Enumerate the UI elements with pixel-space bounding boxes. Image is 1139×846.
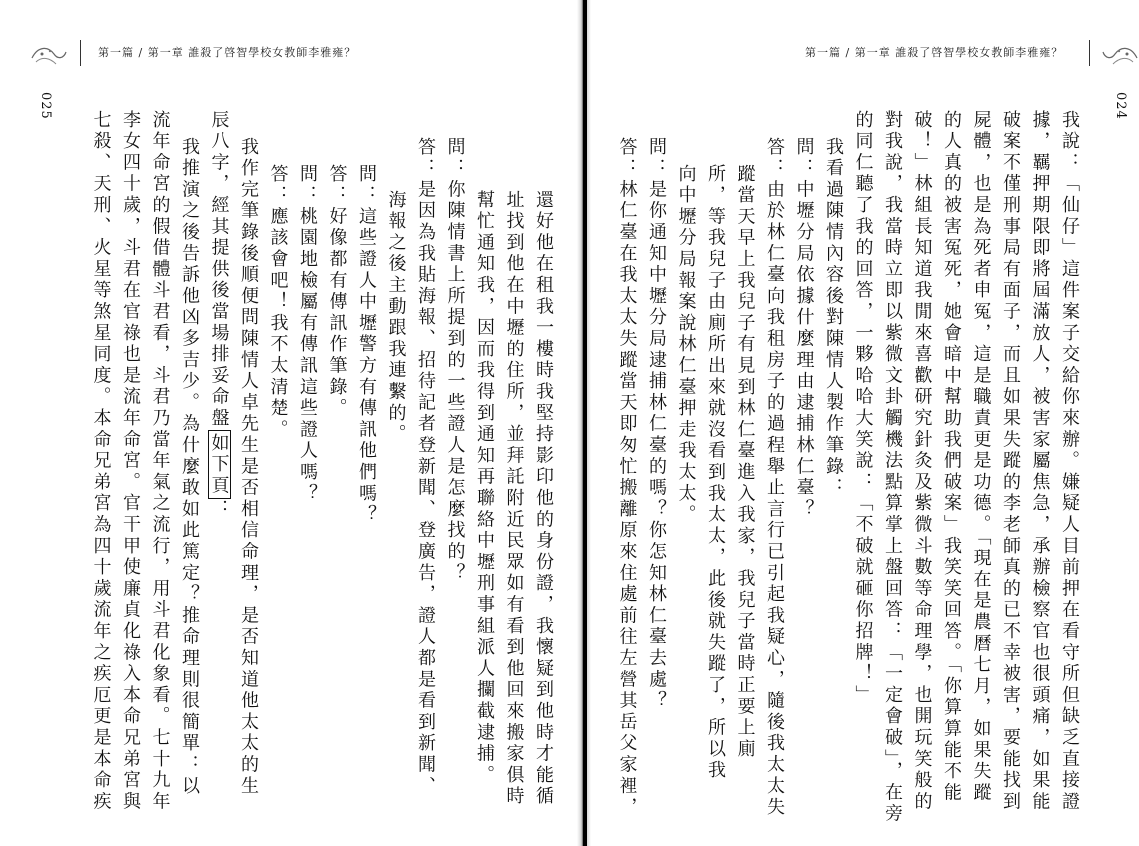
text-line: 的人真的被害冤死，她會暗中幫助我們破案」我笑笑回答。「你算算能不能: [941, 110, 962, 804]
boxed-note: 如下頁: [208, 430, 231, 500]
text-line: 答：好像都有傳訊作筆錄。: [326, 164, 348, 420]
header-divider-left: [80, 40, 81, 66]
text-line: 我看過陳情內容後對陳情人製作筆錄：: [823, 137, 844, 500]
text-line: 我作完筆錄後順便問陳情人卓先生是否相信命理，是否知道他太太的生: [238, 137, 259, 798]
text-line: 破！」林組長知道我閒來喜歡研究針灸及紫微斗數等命理學，也開玩笑般的: [911, 110, 933, 813]
text-line: 問：桃園地檢屬有傳訊這些證人嗎？: [297, 164, 318, 505]
text-line-part: 辰八字，經其提供後當場排妥命盤: [208, 110, 230, 430]
text-line: 還好他在租我一樓時我堅持影印他的身份證，我懷疑到他時才能循: [533, 190, 554, 808]
text-line: 問：是你通知中壢分局逮捕林仁臺的嗎？你怎知林仁臺去處？: [646, 137, 667, 713]
page-number-left: 025: [38, 92, 53, 120]
text-line: 我說：「仙仔」這件案子交給你來辦。嫌疑人目前押在看守所但缺乏直接證: [1059, 110, 1080, 813]
text-line: 答：由於林仁臺向我租房子的過程舉止言行已引起我疑心，隨後我太太失: [764, 137, 785, 819]
running-header-left: 第一篇 / 第一章 誰殺了啓智學校女教師李雅雍？: [98, 46, 357, 59]
text-line: [204, 110, 234, 800]
running-header-right: 第一篇 / 第一章 誰殺了啓智學校女教師李雅雍？: [805, 46, 1064, 59]
text-line: 答：是因為我貼海報、招待記者登新聞、登廣告，證人都是看到新聞、: [415, 137, 436, 798]
boxed-suffix: ：: [208, 499, 230, 521]
right-page-body: [616, 110, 1084, 826]
ornament-icon-right: [1101, 40, 1139, 70]
text-line: 問：你陳情書上所提到的一些證人是怎麼找的？: [444, 137, 466, 585]
text-line: 李女四十歲，斗君在官祿也是流年命宮。官干甲使廉貞化祿入本命兄弟宮與: [120, 110, 141, 813]
header-divider-right: [1089, 40, 1090, 66]
text-line: 的同仁聽了我的回答，一夥哈哈大笑說：「不破就砸你招牌！」: [852, 110, 874, 707]
text-line: 據，羈押期限即將屆滿放人，被害家屬焦急，承辦檢察官也很頭痛，如果能: [1029, 110, 1051, 813]
text-line: 答：林仁臺在我太太失蹤當天即匆忙搬離原來住處前往左營其岳父家裡，: [616, 137, 638, 819]
ornament-icon-left: [28, 40, 68, 70]
left-page-body: [78, 110, 558, 813]
text-line: 海報之後主動跟我連繫的。: [385, 190, 407, 446]
text-line: 蹤當天早上我兒子有見到林仁臺進入我家，我兒子當時正要上廁: [734, 164, 756, 761]
text-line: 流年命宮的假借體斗君看，斗君乃當年氣之流行，用斗君化象看。七十九年: [149, 110, 171, 813]
text-line: 我推演之後告訴他凶多吉少。為什麼敢如此篤定？推命理則很簡單：以: [179, 137, 200, 798]
text-line: 問：這些證人中壢警方有傳訊他們嗎？: [356, 164, 377, 527]
book-spine-shadow: [583, 0, 587, 846]
text-line: 址找到他在中壢的住所，並拜託附近民眾如有看到他回來搬家俱時: [503, 190, 525, 808]
text-line: 破案不僅刑事局有面子，而且如果失蹤的李老師真的已不幸被害，要能找到: [1000, 110, 1021, 813]
text-line: 七殺、天刑、火星等煞星同度。本命兄弟宮為四十歲流年之疾厄更是本命疾: [90, 110, 112, 813]
text-line: 向中壢分局報案說林仁臺押走我太太。: [675, 164, 697, 527]
text-line: 幫忙通知我，因而我得到通知再聯絡中壢刑事組派人攔截逮捕。: [474, 190, 495, 787]
text-line: 所，等我兒子由廁所出來就沒看到我太太，此後就失蹤了，所以我: [705, 164, 726, 782]
page-number-right: 024: [1113, 92, 1128, 120]
text-line: 屍體，也是為死者申冤，這是職責更是功德。「現在是農曆七月，如果失蹤: [970, 110, 992, 804]
text-line: 問：中壢分局依據什麼理由逮捕林仁臺？: [793, 137, 815, 521]
text-line: 答：應該會吧！我不太清楚。: [267, 164, 289, 441]
text-line: 對我說，我當時立即以紫微文卦觸機法點算掌上盤回答：「一定會破」，在旁: [882, 110, 903, 826]
